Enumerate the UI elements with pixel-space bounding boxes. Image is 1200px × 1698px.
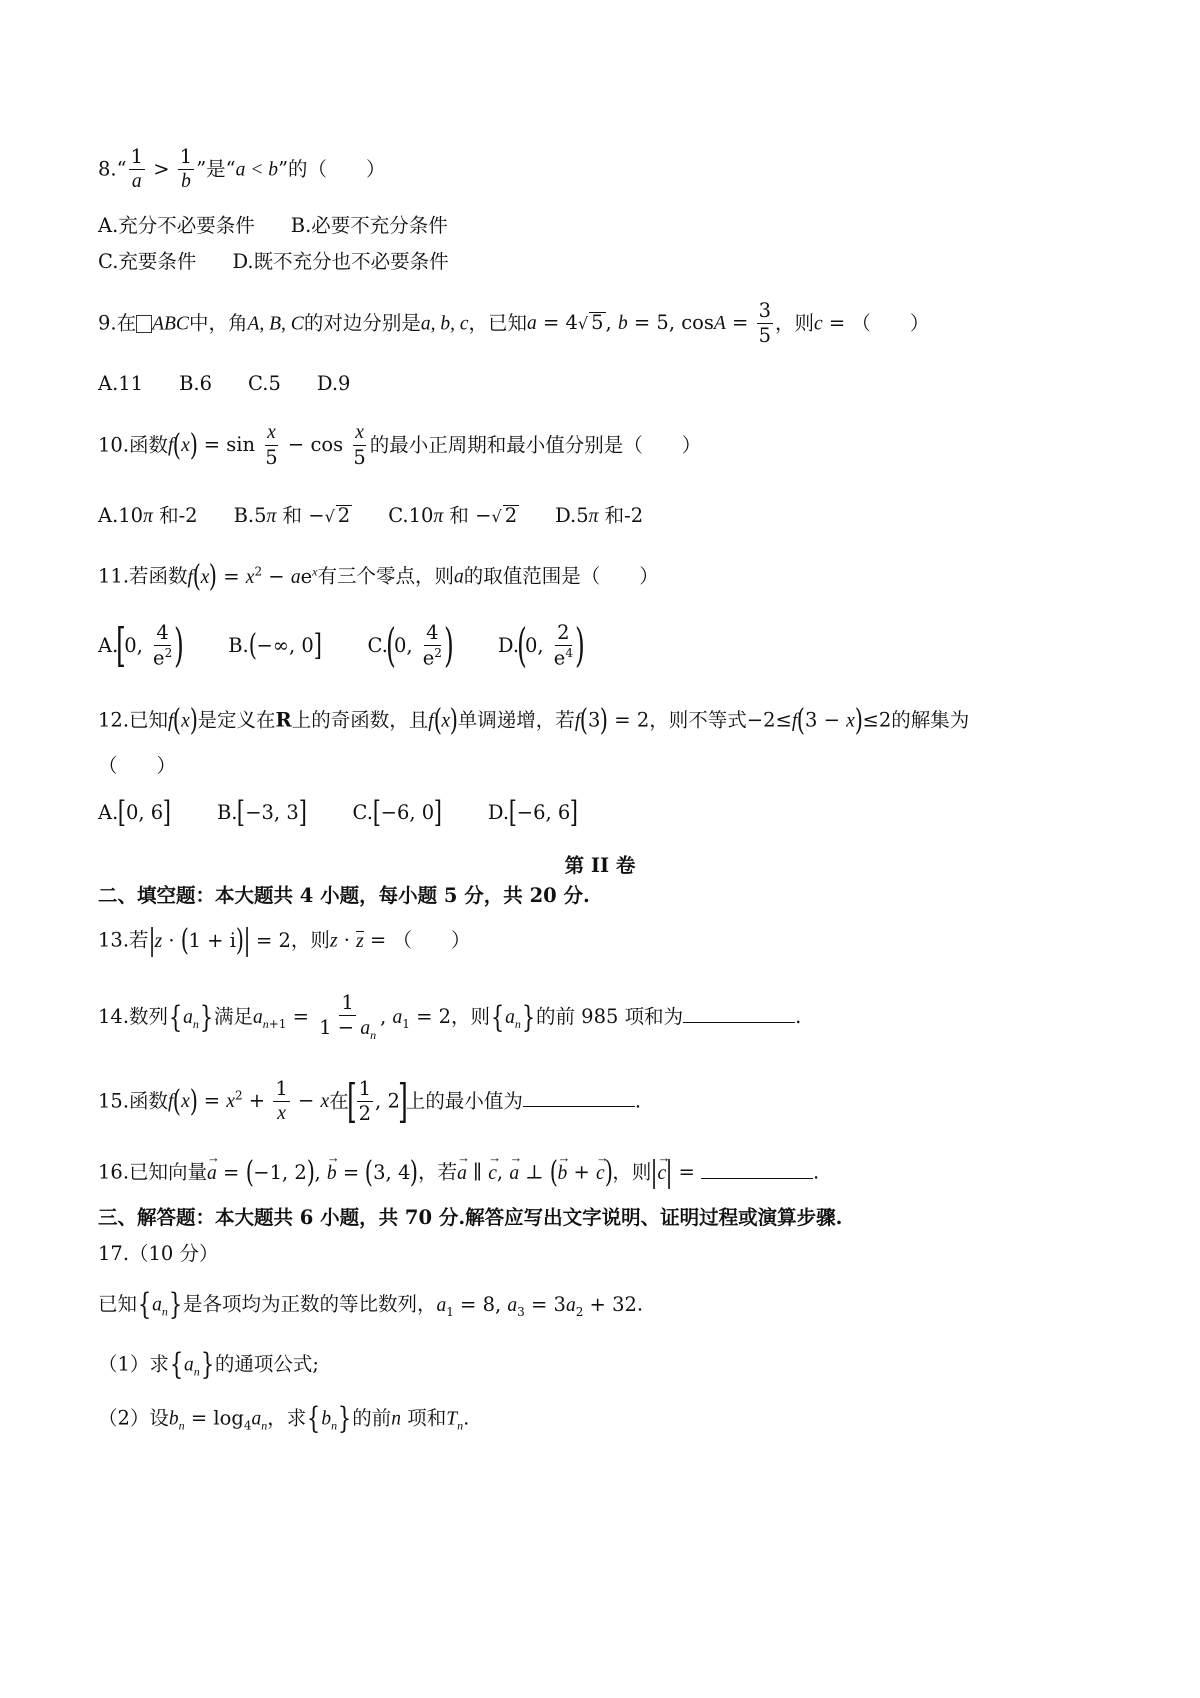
part-2-heading: 二、填空题：本大题共 4 小题，每小题 5 分，共 20 分. — [98, 884, 590, 907]
question-13: 13.若|z · (1 + i)| = 2，则z · z = （ ） — [98, 923, 471, 958]
q8-frac-1-over-a: $\frac{1}{a}$ — [130, 145, 144, 193]
q11-option-b: B.(−∞, 0] — [228, 628, 322, 664]
q8-option-b: B.必要不充分条件 — [290, 214, 448, 237]
q15-answer-blank[interactable] — [523, 1090, 635, 1107]
q8-options-row-1 — [98, 214, 448, 237]
q12-option-d: D.[−6, 6] — [487, 795, 579, 830]
q8-option-a: A.充分不必要条件 — [98, 214, 255, 237]
q16-answer-blank[interactable] — [701, 1162, 813, 1179]
q11-options — [98, 618, 585, 673]
q8-option-c: C.充要条件 — [98, 250, 197, 273]
q12-options — [98, 795, 579, 830]
q8-number: 8. — [98, 157, 117, 181]
q15-function: $f(x) = x^2$ + $\frac{1}{x}$ − x — [168, 1077, 330, 1125]
q10-option-a: A.10π 和-2 — [98, 504, 198, 527]
q10-option-c: C.10π 和 −√ 2 — [388, 504, 518, 527]
q12-option-c: C.[−6, 0] — [352, 795, 443, 830]
triangle-glyph-icon — [136, 315, 152, 333]
q12-paren: （ ） — [98, 754, 177, 777]
q8-condition: a < b — [235, 159, 279, 181]
question-14: 14.数列$\{a_n\}$满足$a_{n+1}$ = $\frac{1}{1 - a_n}$ , $a_1 = 2$，则$\{a_n\}$的前 985 项和为 . — [98, 991, 802, 1043]
question-16: 16.已知向量→ a = (−1, 2), → b = (3, 4)，若→ a ∥ → c, → a ⊥ (→ b + → c)，则|→ c| = . — [98, 1158, 819, 1188]
q17-part-2: （2）设$b_n = \log_4a_n$，求$\{b_n\}$的前n 项和$T_n$. — [98, 1401, 470, 1436]
q9-option-c: C.5 — [248, 372, 281, 395]
q8-option-d: D.既不充分也不必要条件 — [232, 250, 449, 273]
question-11: 11.若函数$f(x) = x^2 - ae^x$有三个零点，则a的取值范围是（ ） — [98, 559, 659, 594]
q11-option-c: C.(0, $\frac{4}{e^2}$ ) — [367, 618, 454, 673]
q8-frac-1-over-b: $\frac{1}{b}$ — [179, 145, 193, 193]
q11-option-a: A.[0, $\frac{4}{e^2}$ ) — [98, 618, 185, 673]
q9-option-a: A.11 — [98, 372, 144, 395]
question-12: 12.已知f(x)是定义在R上的奇函数，且f(x)单调递增，若f(3) = 2，则不等式−2≤f(3 − x)≤2的解集为 — [98, 703, 970, 738]
q10-function: f(x) = sin $\frac{x}{5}$ − cos $\frac{x}{5}$ — [168, 422, 366, 470]
q14-answer-blank[interactable] — [683, 1006, 795, 1023]
q9-given: a = 4√ 5 , b = 5, cosA = $\frac{3}{5}$ — [527, 299, 771, 348]
q11-function: $f(x) = x^2 - ae^x$ — [187, 559, 318, 594]
question-9: 9.在 ABC中，角A, B, C的对边分别是a, b, c，已知a = 4√ 5 , b = 5, cosA = $\frac{3}{5}$ ，则c = （ ） — [98, 299, 930, 348]
section-ii-title: 第 II 卷 — [564, 854, 636, 877]
question-15: 15.函数$f(x) = x^2$ + $\frac{1}{x}$ − x在[ $\frac{1}{2}$ , 2]上的最小值为 . — [98, 1074, 642, 1129]
q16-vectors: → a = (−1, 2), → b = (3, 4) — [207, 1161, 418, 1184]
q9-options — [98, 372, 350, 395]
question-8: 8.“ $\frac{1}{a}$ > $\frac{1}{b}$ ”是“a < b”的（ ） — [98, 145, 386, 193]
q10-option-d: D.5π 和-2 — [555, 504, 644, 527]
q17-stem: 已知$\{a_n\}$是各项均为正数的等比数列，$a_1 = 8$, $a_3 = 3a_2 + 32$. — [98, 1287, 644, 1322]
q8-options-row-2 — [98, 250, 449, 273]
q12-option-a: A.[0, 6] — [98, 795, 172, 830]
part-3-heading: 三、解答题：本大题共 6 小题，共 70 分.解答应写出文字说明、证明过程或演算步骤. — [98, 1206, 843, 1229]
q12-option-b: B.[−3, 3] — [216, 795, 307, 830]
q13-expr: |z · (1 + i)| = 2 — [148, 923, 291, 958]
q14-recurrence: $a_{n+1}$ = $\frac{1}{1 - a_n}$ , $a_1 = 2$ — [252, 991, 452, 1043]
q11-option-d: D.(0, $\frac{2}{e^4}$ ) — [497, 618, 585, 673]
q17-part-1: （1）求$\{a_n\}$的通项公式; — [98, 1347, 319, 1382]
q10-option-b: B.5π 和 −√ 2 — [233, 504, 351, 527]
q9-option-b: B.6 — [179, 372, 213, 395]
q9-option-d: D.9 — [316, 372, 351, 395]
q17-given: $a_1 = 8$, $a_3 = 3a_2 + 32$ — [436, 1292, 637, 1319]
question-10: 10.函数f(x) = sin $\frac{x}{5}$ − cos $\frac{x}{5}$ 的最小正周期和最小值分别是（ ） — [98, 422, 702, 470]
q10-options — [98, 504, 643, 528]
q17-number: 17.（10 分） — [98, 1242, 219, 1265]
